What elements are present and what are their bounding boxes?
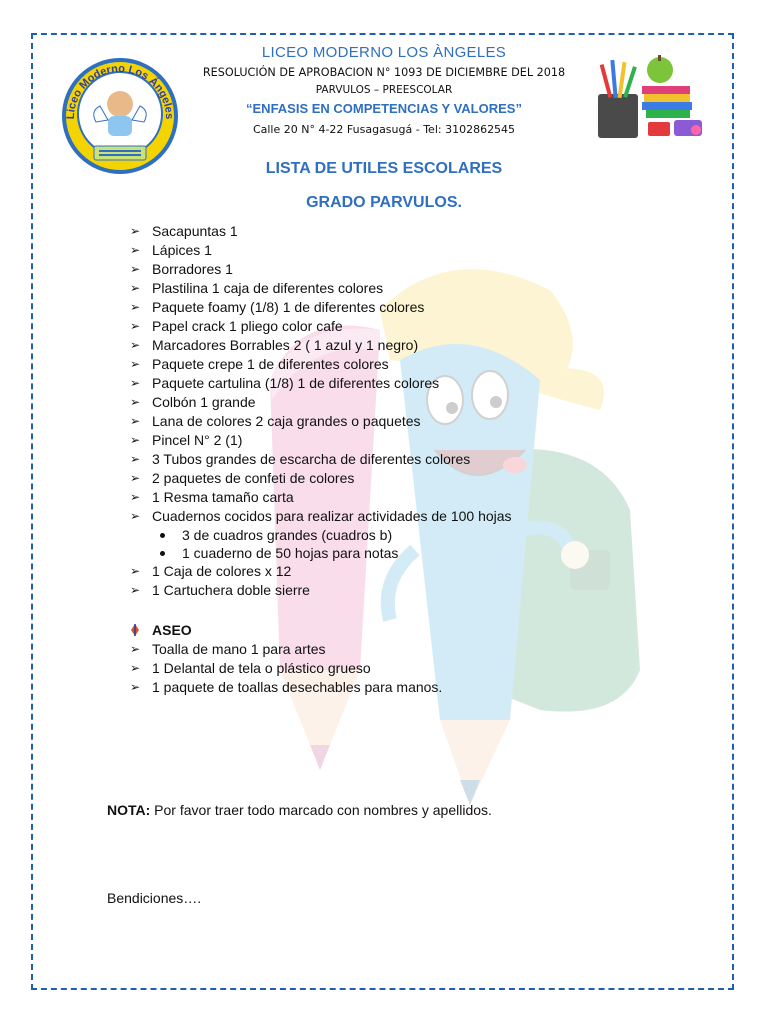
aseo-section (130, 620, 630, 697)
list-title: LISTA DE UTILES ESCOLARES (265, 160, 503, 177)
arrow-bullet-icon: ➢ (130, 661, 141, 675)
list-item: ➢ 1 Resma tamaño carta (130, 489, 294, 505)
school-motto: “ENFASIS EN COMPETENCIAS Y VALORES” (246, 101, 522, 116)
list-item: ➢ 1 paquete de toallas desechables para manos. (130, 679, 443, 695)
list-item: ➢ 1 Cartuchera doble sierre (130, 582, 310, 598)
arrow-bullet-icon: ➢ (130, 583, 141, 597)
list-item: ➢ Paquete cartulina (1/8) 1 de diferentes colores (130, 375, 440, 391)
dot-bullet-icon (160, 551, 165, 556)
list-item: ➢ Sacapuntas 1 (130, 223, 238, 239)
list-item: ➢ 1 Caja de colores x 12 (130, 563, 292, 579)
school-address: Calle 20 N° 4-22 Fusagasugá - Tel: 3102862545 (252, 123, 516, 136)
list-item: ➢ Lápices 1 (130, 242, 212, 258)
school-name: LICEO MODERNO LOS ÀNGELES (261, 44, 507, 61)
note-text: Por favor traer todo marcado con nombres y apellidos. (150, 802, 492, 818)
arrow-bullet-icon: ➢ (130, 642, 141, 656)
arrow-bullet-icon: ➢ (130, 490, 141, 504)
list-item: ➢ Marcadores Borrables 2 ( 1 azul y 1 negro) (130, 337, 419, 353)
arrow-bullet-icon: ➢ (130, 262, 141, 276)
arrow-bullet-icon: ➢ (130, 224, 141, 238)
list-item: ➢ Cuadernos cocidos para realizar actividades de 100 hojas (130, 508, 512, 524)
arrow-bullet-icon: ➢ (130, 433, 141, 447)
arrow-bullet-icon: ➢ (130, 357, 141, 371)
logo-text: Liceo Moderno Los Ángeles (64, 62, 176, 120)
arrow-bullet-icon: ➢ (130, 338, 141, 352)
list-item: ➢ 2 paquetes de confeti de colores (130, 470, 355, 486)
arrow-bullet-icon: ➢ (130, 281, 141, 295)
sub-list-item: 3 de cuadros grandes (cuadros b) (130, 526, 630, 544)
list-item: ➢ 1 Delantal de tela o plástico grueso (130, 660, 371, 676)
resolution-text: RESOLUCIÓN DE APROBACION N° 1093 DE DICIEMBRE DEL 2018 (202, 66, 566, 79)
list-item: ➢ Pincel N° 2 (1) (130, 432, 243, 448)
list-item: ➢ Toalla de mano 1 para artes (130, 641, 326, 657)
list-item: ➢ Papel crack 1 pliego color cafe (130, 318, 343, 334)
arrow-bullet-icon: ➢ (130, 414, 141, 428)
list-item: ➢ Paquete crepe 1 de diferentes colores (130, 356, 389, 372)
arrow-bullet-icon: ➢ (130, 319, 141, 333)
diamond-bullet-icon (130, 624, 140, 636)
arrow-bullet-icon: ➢ (130, 509, 141, 523)
list-item: ➢ Lana de colores 2 caja grandes o paquetes (130, 413, 421, 429)
sub-list-item: 1 cuaderno de 50 hojas para notas (130, 544, 630, 562)
school-logo-icon (60, 56, 180, 176)
arrow-bullet-icon: ➢ (130, 395, 141, 409)
aseo-heading: ASEO (130, 620, 630, 640)
list-item: ➢ Borradores 1 (130, 261, 233, 277)
list-item: ➢ 3 Tubos grandes de escarcha de diferentes colores (130, 451, 471, 467)
note (107, 802, 492, 818)
supplies-list (130, 222, 630, 600)
arrow-bullet-icon: ➢ (130, 376, 141, 390)
arrow-bullet-icon: ➢ (130, 564, 141, 578)
level-text: PARVULOS – PREESCOLAR (315, 84, 453, 96)
grade-title: GRADO PARVULOS. (306, 194, 462, 211)
list-item: ➢ Plastilina 1 caja de diferentes colores (130, 280, 384, 296)
arrow-bullet-icon: ➢ (130, 243, 141, 257)
list-item: ➢ Paquete foamy (1/8) 1 de diferentes colores (130, 299, 425, 315)
arrow-bullet-icon: ➢ (130, 471, 141, 485)
closing-text: Bendiciones…. (107, 890, 202, 906)
list-item: ➢ Colbón 1 grande (130, 394, 256, 410)
note-label: NOTA: (107, 802, 151, 818)
arrow-bullet-icon: ➢ (130, 452, 141, 466)
arrow-bullet-icon: ➢ (130, 300, 141, 314)
school-supplies-icon (588, 54, 710, 144)
arrow-bullet-icon: ➢ (130, 680, 141, 694)
dot-bullet-icon (160, 533, 165, 538)
